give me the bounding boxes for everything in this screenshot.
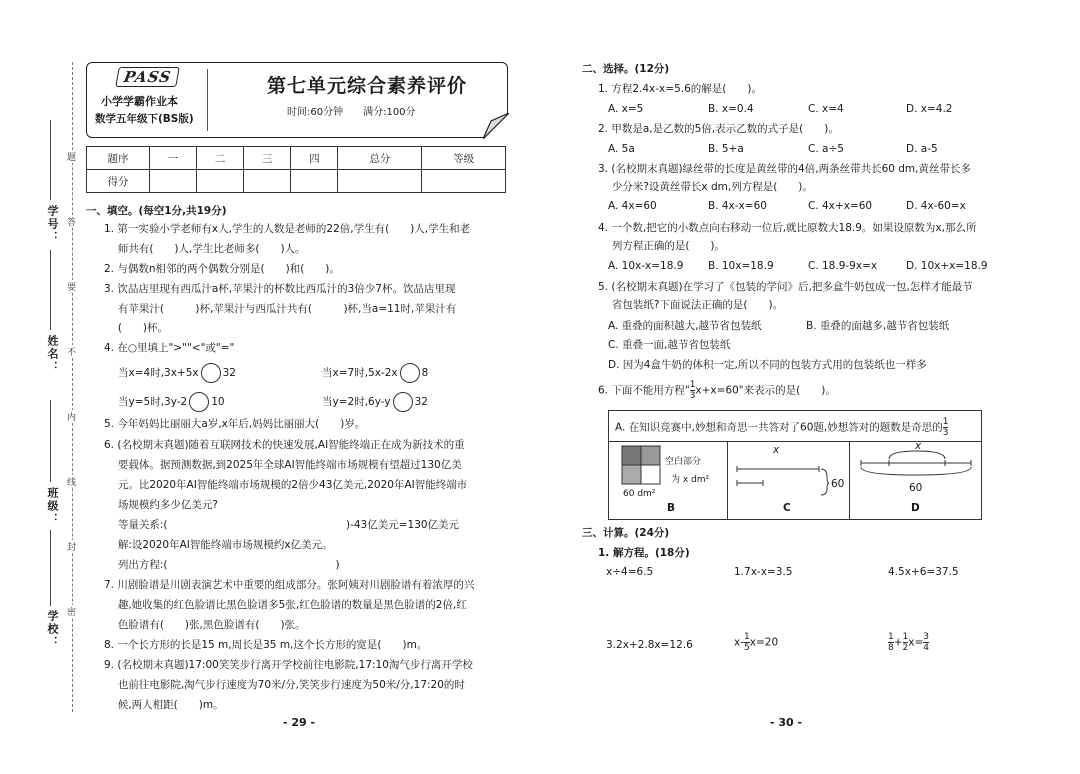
compare-circle[interactable] [201,363,221,383]
section-title-choice: 二、选择。(12分) [582,63,670,75]
question-line: 等量关系:( )-43亿美元=130亿美元 [104,519,460,531]
question-line: 1. 第一实验小学老师有x人,学生的人数是老师的22倍,学生有( )人,学生和老 [104,223,471,235]
option-label-b[interactable]: B [667,502,676,514]
question-line: 6. 下面不能用方程" $\frac{1}{3}$ x+x=60"来表示的是( )。 [598,380,836,401]
compare-item: 当y=2时,6y-y 32 [322,392,428,412]
question-line: 少分米?设黄丝带长x dm,列方程是( )。 [598,181,813,193]
class-line [50,400,51,482]
question-line: 7. 川剧脸谱是川剧表演艺术中重要的组成部分。张阿姨对川剧脸谱有着浓厚的兴 [104,579,475,591]
question-line: 解:设2020年AI智能终端市场规模约x亿美元。 [104,539,333,551]
question-line: 4. 一个数,把它的小数点向右移动一位后,就比原数大18.9。如果设原数为x,那么所 [598,222,977,234]
score-input-cell[interactable] [244,170,291,193]
option[interactable]: D. 4x-60=x [906,200,966,212]
question-line: 也前往电影院,淘气步行速度为70米/分,笑笑步行速度为50米/分,17:20的时 [104,679,465,691]
score-table [86,146,506,193]
page-number-left: - 29 - [283,716,316,729]
area-diagram-icon [621,445,661,485]
seal-char: 答 [65,217,75,226]
question-line: 省包装纸?下面说法正确的是( )。 [598,299,784,311]
compare-item: 当x=7时,5x-2x 8 [322,363,428,383]
question-line: 趣,她收集的红色脸谱比黑色脸谱多5张,红色脸谱的数量是黑色脸谱的2倍,红 [104,599,467,611]
segment-diagram-c [733,457,843,497]
score-input-cell[interactable] [338,170,422,193]
option[interactable]: C. 重叠一面,越节省包装纸 [608,339,731,351]
class-label: 班级： [46,487,59,526]
question-line: 场规模约多少亿美元? [104,499,218,511]
page-fold-icon [483,113,509,139]
seal-char: 题 [65,152,75,161]
question-line: 列出方程:( ) [104,559,340,571]
school-line [50,530,51,606]
blank-part-label: 为 x dm² [671,475,710,485]
question-line: 6. (名校期末真题)随着互联网技术的快速发展,AI智能终端正在成为新技术的重 [104,439,465,451]
segment-label: 60 [909,482,923,494]
compare-circle[interactable] [189,392,209,412]
question-line: 1. 方程2.4x-x=5.6的解是( )。 [598,83,762,95]
fraction: $\frac{1}{5}$ [744,632,750,653]
question-line: ( )杯。 [104,322,169,334]
name-line [50,250,51,330]
table-cell: 得分 [87,170,150,193]
option[interactable]: A. 4x=60 [608,200,657,212]
compare-circle[interactable] [393,392,413,412]
table-cell: 等级 [422,147,506,170]
blank-part-label: 空白部分 [665,457,702,467]
seal-char: 要 [65,282,75,291]
question-line: 5. 今年妈妈比丽丽大a岁,x年后,妈妈比丽丽大( )岁。 [104,418,366,430]
question-line: 2. 甲数是a,是乙数的5倍,表示乙数的式子是( )。 [598,123,839,135]
option[interactable]: B. 10x=18.9 [708,260,774,272]
seal-char: 封 [65,542,75,551]
option[interactable]: A. x=5 [608,103,644,115]
table-cell: 题序 [87,147,150,170]
option[interactable]: A. 10x-x=18.9 [608,260,684,272]
brand-name: 小学学霸作业本 [101,95,178,108]
option[interactable]: A. 重叠的面积越大,越节省包装纸 [608,320,762,332]
option-label-c[interactable]: C [783,502,791,514]
equation: 1.7x-x=3.5 [734,566,793,578]
section-title-fill: 一、填空。(每空1分,共19分) [86,205,227,217]
option[interactable]: B. 4x-x=60 [708,200,767,212]
student-id-line [50,120,51,200]
figure-divider [727,441,728,519]
q6-figure-box [608,410,982,520]
calc-subtitle: 1. 解方程。(18分) [598,547,690,559]
score-input-cell[interactable] [150,170,197,193]
page-number-right: - 30 - [770,716,803,729]
equation: 4.5x+6=37.5 [888,566,959,578]
option[interactable]: D. a-5 [906,143,938,155]
equation: $\frac{1}{8}$ + $\frac{1}{2}$ x= $\frac{3}{4}$ [888,632,930,653]
brand-grade: 数学五年级下(BS版) [95,113,194,125]
fraction: $\frac{1}{3}$ [689,380,696,401]
question-line: 有苹果汁( )杯,苹果汁与西瓜汁共有( )杯,当a=11时,苹果汁有 [104,303,457,315]
option[interactable]: D. 10x+x=18.9 [906,260,988,272]
score-input-cell[interactable] [197,170,244,193]
compare-item: 当x=4时,3x+5x 32 [118,363,236,383]
option[interactable]: C. 4x+x=60 [808,200,873,212]
name-label: 姓名： [46,335,59,374]
option[interactable]: B. 5+a [708,143,744,155]
equation: 3.2x+2.8x=12.6 [606,639,693,651]
student-id-label: 学号： [46,205,59,244]
score-input-cell[interactable] [291,170,338,193]
time-info: 时间:60分钟 满分:100分 [287,107,416,118]
area-label: 60 dm² [623,489,656,499]
header-box [86,62,508,138]
table-cell: 四 [291,147,338,170]
seal-char: 内 [65,412,75,421]
question-line: 4. 在○里填上">""<"或"=" [104,342,235,354]
compare-item: 当y=5时,3y-2 10 [118,392,225,412]
question-line: 色脸谱有( )张,黑色脸谱有( )张。 [104,619,306,631]
option[interactable]: C. a÷5 [808,143,844,155]
fraction: $\frac{3}{4}$ [923,632,930,653]
option[interactable]: D. 因为4盒牛奶的体积一定,所以不同的包装方式用的包装纸也一样多 [608,359,927,371]
question-line: 5. (名校期末真题)在学习了《包装的学问》后,把多盒牛奶包成一包,怎样才能最节 [598,281,973,293]
header-divider [207,69,208,131]
seal-char: 不 [65,347,75,356]
fraction: $\frac{1}{2}$ [902,632,909,653]
equation: x÷4=6.5 [606,566,654,578]
option[interactable]: B. 重叠的面越多,越节省包装纸 [806,320,950,332]
section-title-calc: 三、计算。(24分) [582,527,670,539]
table-row [87,170,506,193]
option[interactable]: A. 5a [608,143,635,155]
figure-divider [849,441,850,519]
q6-option-a[interactable] [609,411,981,442]
option[interactable]: C. x=4 [808,103,844,115]
seal-char: 线 [65,477,75,486]
segment-label: x [773,444,780,456]
question-line: 2. 与偶数n相邻的两个偶数分别是( )和( )。 [104,263,340,275]
question-line: 要载体。据预测数据,到2025年全球AI智能终端市场规模有望超过130亿美 [104,459,462,471]
fraction: $\frac{1}{8}$ [888,632,894,653]
option[interactable]: B. x=0.4 [708,103,754,115]
equation: x- $\frac{1}{5}$ x=20 [734,632,779,653]
compare-circle[interactable] [400,363,420,383]
segment-label: x [915,440,922,452]
question-line: 候,两人相距( )m。 [104,699,224,711]
table-cell: 总分 [338,147,422,170]
table-cell: 三 [244,147,291,170]
school-label: 学校： [46,610,59,649]
question-line: 9. (名校期末真题)17:00笑笑步行离开学校前往电影院,17:10淘气步行离开学校 [104,659,473,671]
option[interactable]: D. x=4.2 [906,103,953,115]
question-line: 元。比2020年AI智能终端市场规模的2倍少43亿美元,2020年AI智能终端市 [104,479,468,491]
seal-char: 密 [65,607,75,616]
table-row [87,147,506,170]
option-label-d[interactable]: D [911,502,920,514]
score-input-cell[interactable] [422,170,506,193]
question-line: 3. 饮品店里现有西瓜汁a杯,苹果汁的杯数比西瓜汁的3倍少7杯。饮品店里现 [104,283,456,295]
segment-label: 60 [831,478,845,490]
page-title: 第七单元综合素养评价 [267,75,468,97]
option[interactable]: C. 18.9-9x=x [808,260,878,272]
question-line: 3. (名校期末真题)绿丝带的长度是黄丝带的4倍,两条丝带共长60 dm,黄丝带长多 [598,163,971,175]
question-line: 8. 一个长方形的长是15 m,周长是35 m,这个长方形的宽是( )m。 [104,639,428,651]
table-cell: 一 [150,147,197,170]
table-cell: 二 [197,147,244,170]
question-line: 列方程正确的是( )。 [598,240,726,252]
q6-option-a-text: A. 在知识竞赛中,妙想和奇思一共答对了60题,妙想答对的题数是奇思的 $\frac{1}{3}$ [615,417,949,438]
pass-logo: PASS [115,67,180,87]
fraction: $\frac{1}{3}$ [942,417,949,438]
question-line: 师共有( )人,学生比老师多( )人。 [104,243,306,255]
